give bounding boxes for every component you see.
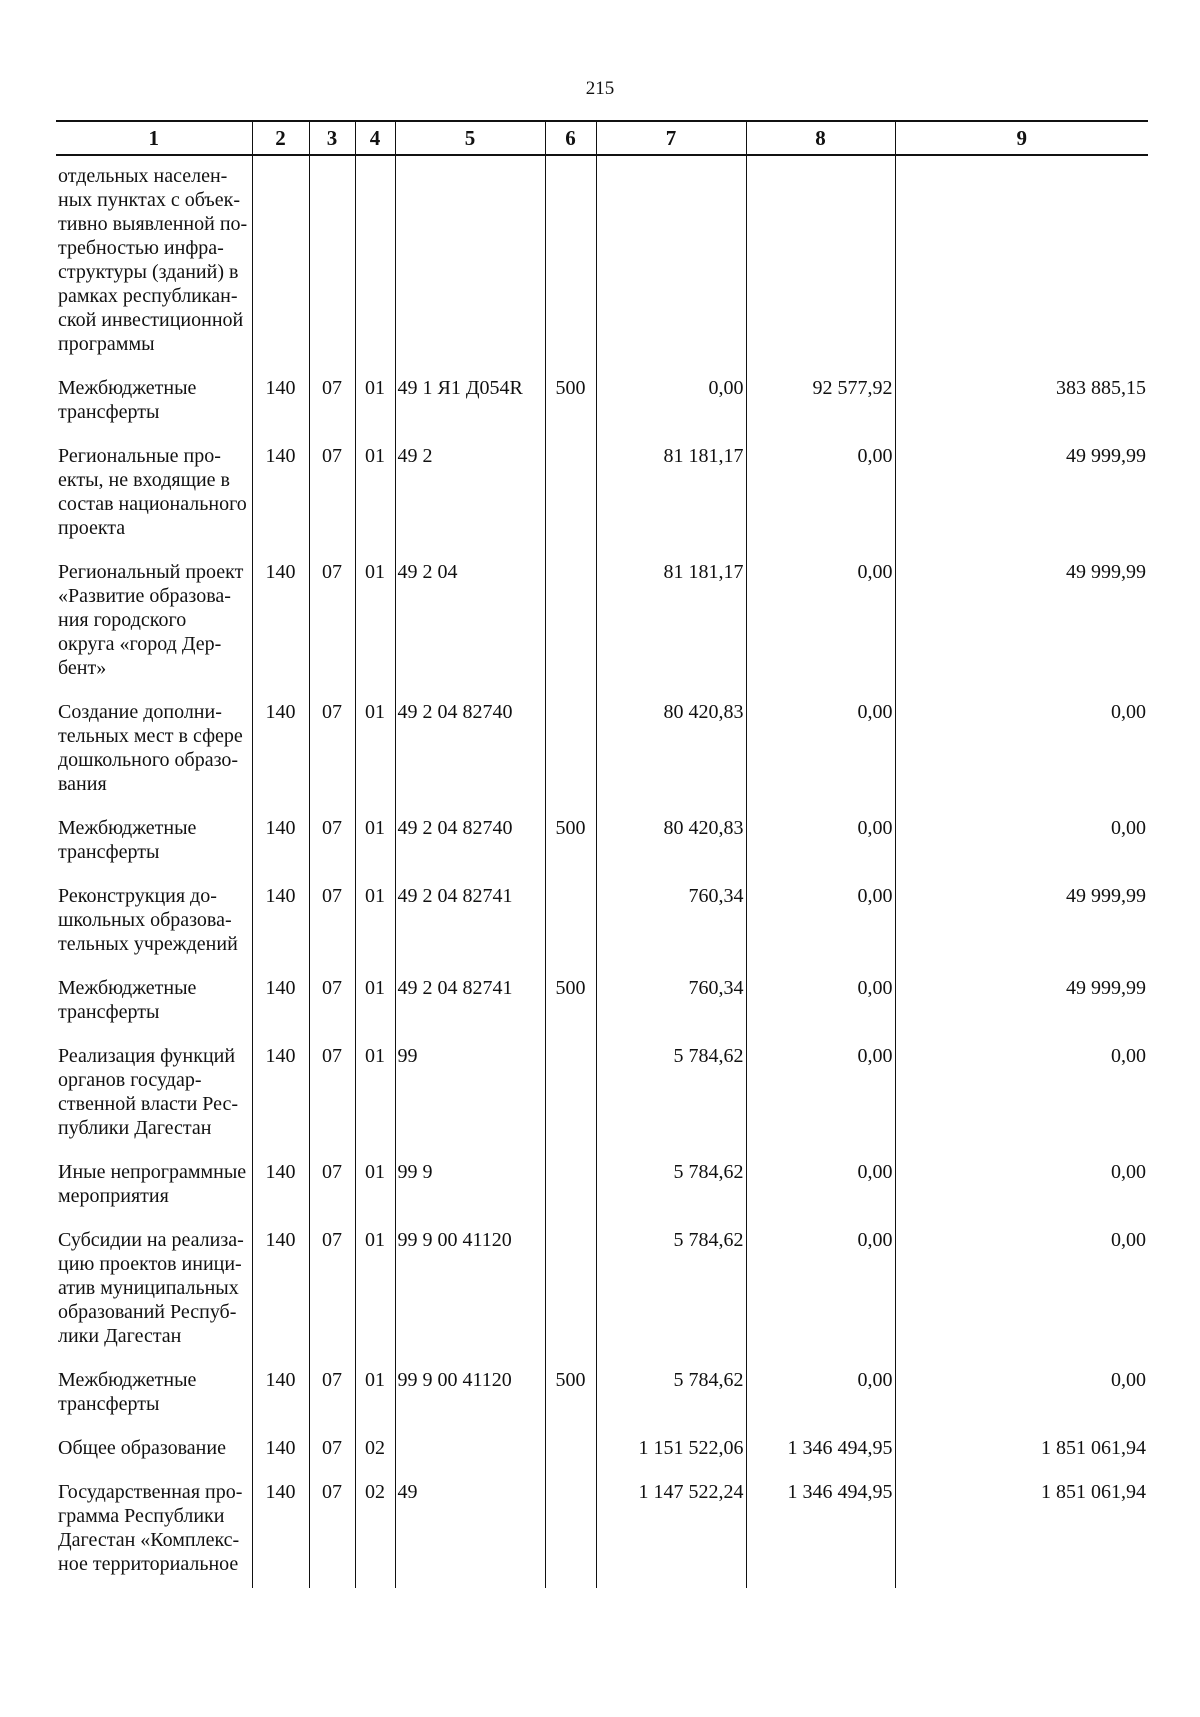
amount-7-cell: 80 420,83 bbox=[596, 700, 746, 816]
amount-7-cell: 1 147 522,24 bbox=[596, 1480, 746, 1588]
amount-7-cell: 760,34 bbox=[596, 884, 746, 976]
row-name-cell: Межбюджетные трансферты bbox=[58, 817, 197, 863]
expense-type-cell bbox=[545, 1228, 596, 1368]
code-4-cell: 02 bbox=[355, 1480, 395, 1588]
expense-type-cell: 500 bbox=[545, 376, 596, 444]
amount-9-cell bbox=[895, 155, 1148, 376]
target-article-cell: 49 2 04 82741 bbox=[395, 884, 545, 976]
column-header-5: 5 bbox=[395, 121, 545, 155]
code-4-cell bbox=[355, 155, 395, 376]
code-4-cell: 01 bbox=[355, 1160, 395, 1228]
table-row bbox=[56, 1160, 1148, 1228]
code-2-cell: 140 bbox=[252, 1228, 309, 1368]
target-article-cell: 99 9 00 41120 bbox=[395, 1228, 545, 1368]
row-name-cell: Общее образование bbox=[58, 1437, 226, 1459]
amount-9-cell: 0,00 bbox=[895, 1368, 1148, 1436]
row-name-cell: Межбюджетные трансферты bbox=[58, 1369, 197, 1415]
code-2-cell: 140 bbox=[252, 1160, 309, 1228]
code-4-cell: 01 bbox=[355, 1368, 395, 1436]
code-3-cell: 07 bbox=[309, 560, 355, 700]
row-name-cell: Межбюджетные трансферты bbox=[58, 977, 197, 1023]
target-article-cell: 49 2 04 bbox=[395, 560, 545, 700]
code-4-cell: 01 bbox=[355, 444, 395, 560]
target-article-cell: 49 1 Я1 Д054R bbox=[395, 376, 545, 444]
column-header-3: 3 bbox=[309, 121, 355, 155]
row-name-cell: Межбюджетные трансферты bbox=[58, 377, 197, 423]
code-4-cell: 01 bbox=[355, 700, 395, 816]
table-row bbox=[56, 700, 1148, 816]
column-header-7: 7 bbox=[596, 121, 746, 155]
amount-9-cell: 49 999,99 bbox=[895, 976, 1148, 1044]
table-row bbox=[56, 376, 1148, 444]
expense-type-cell bbox=[545, 1160, 596, 1228]
code-4-cell: 01 bbox=[355, 1044, 395, 1160]
amount-7-cell bbox=[596, 155, 746, 376]
table-row bbox=[56, 1044, 1148, 1160]
row-name-cell: Региональный проект «Развитие образова- ния городского округа «город Дер- бент» bbox=[58, 561, 244, 679]
table-row bbox=[56, 976, 1148, 1044]
expense-type-cell: 500 bbox=[545, 1368, 596, 1436]
expense-type-cell bbox=[545, 444, 596, 560]
amount-8-cell: 1 346 494,95 bbox=[746, 1436, 895, 1480]
expense-type-cell bbox=[545, 1436, 596, 1480]
amount-7-cell: 80 420,83 bbox=[596, 816, 746, 884]
amount-7-cell: 81 181,17 bbox=[596, 560, 746, 700]
table-row bbox=[56, 155, 1148, 376]
code-4-cell: 01 bbox=[355, 884, 395, 976]
column-header-2: 2 bbox=[252, 121, 309, 155]
table-header-row bbox=[56, 121, 1148, 155]
amount-8-cell bbox=[746, 155, 895, 376]
amount-7-cell: 0,00 bbox=[596, 376, 746, 444]
amount-7-cell: 760,34 bbox=[596, 976, 746, 1044]
amount-7-cell: 5 784,62 bbox=[596, 1044, 746, 1160]
code-3-cell bbox=[309, 155, 355, 376]
amount-9-cell: 0,00 bbox=[895, 700, 1148, 816]
amount-8-cell: 0,00 bbox=[746, 816, 895, 884]
code-2-cell: 140 bbox=[252, 1480, 309, 1588]
code-2-cell: 140 bbox=[252, 884, 309, 976]
column-header-8: 8 bbox=[746, 121, 895, 155]
table-row bbox=[56, 1228, 1148, 1368]
table-row bbox=[56, 1436, 1148, 1480]
code-2-cell: 140 bbox=[252, 700, 309, 816]
target-article-cell: 49 bbox=[395, 1480, 545, 1588]
target-article-cell bbox=[395, 155, 545, 376]
target-article-cell: 49 2 bbox=[395, 444, 545, 560]
table-row bbox=[56, 1368, 1148, 1436]
row-name-cell: Реконструкция до- школьных образова- тельных учреждений bbox=[58, 885, 238, 955]
column-header-6: 6 bbox=[545, 121, 596, 155]
amount-7-cell: 5 784,62 bbox=[596, 1368, 746, 1436]
table-row bbox=[56, 444, 1148, 560]
column-header-1: 1 bbox=[56, 121, 252, 155]
amount-9-cell: 1 851 061,94 bbox=[895, 1480, 1148, 1588]
code-3-cell: 07 bbox=[309, 884, 355, 976]
code-4-cell: 01 bbox=[355, 560, 395, 700]
code-3-cell: 07 bbox=[309, 976, 355, 1044]
table-body bbox=[56, 155, 1148, 1588]
code-3-cell: 07 bbox=[309, 1044, 355, 1160]
row-name-cell: Реализация функций органов государ- ственной власти Рес- публики Дагестан bbox=[58, 1045, 239, 1139]
amount-8-cell: 0,00 bbox=[746, 976, 895, 1044]
code-3-cell: 07 bbox=[309, 1228, 355, 1368]
code-4-cell: 01 bbox=[355, 976, 395, 1044]
target-article-cell: 99 9 00 41120 bbox=[395, 1368, 545, 1436]
code-2-cell: 140 bbox=[252, 1368, 309, 1436]
code-3-cell: 07 bbox=[309, 1160, 355, 1228]
code-3-cell: 07 bbox=[309, 1436, 355, 1480]
code-4-cell: 01 bbox=[355, 376, 395, 444]
expense-type-cell bbox=[545, 155, 596, 376]
amount-9-cell: 49 999,99 bbox=[895, 884, 1148, 976]
expense-type-cell bbox=[545, 560, 596, 700]
code-4-cell: 02 bbox=[355, 1436, 395, 1480]
expense-type-cell: 500 bbox=[545, 816, 596, 884]
amount-7-cell: 1 151 522,06 bbox=[596, 1436, 746, 1480]
code-2-cell bbox=[252, 155, 309, 376]
amount-8-cell: 92 577,92 bbox=[746, 376, 895, 444]
amount-7-cell: 5 784,62 bbox=[596, 1160, 746, 1228]
amount-8-cell: 0,00 bbox=[746, 1228, 895, 1368]
expense-type-cell bbox=[545, 700, 596, 816]
code-2-cell: 140 bbox=[252, 376, 309, 444]
amount-9-cell: 1 851 061,94 bbox=[895, 1436, 1148, 1480]
target-article-cell: 99 9 bbox=[395, 1160, 545, 1228]
code-3-cell: 07 bbox=[309, 444, 355, 560]
amount-8-cell: 0,00 bbox=[746, 560, 895, 700]
code-2-cell: 140 bbox=[252, 560, 309, 700]
target-article-cell bbox=[395, 1436, 545, 1480]
expense-type-cell bbox=[545, 884, 596, 976]
expense-type-cell bbox=[545, 1480, 596, 1588]
budget-table-container bbox=[56, 120, 1148, 1588]
expense-type-cell bbox=[545, 1044, 596, 1160]
amount-9-cell: 0,00 bbox=[895, 1228, 1148, 1368]
table-row bbox=[56, 1480, 1148, 1588]
code-3-cell: 07 bbox=[309, 700, 355, 816]
expense-type-cell: 500 bbox=[545, 976, 596, 1044]
code-2-cell: 140 bbox=[252, 976, 309, 1044]
page-number: 215 bbox=[585, 78, 615, 99]
row-name-cell: Субсидии на реализа- цию проектов иници- атив муниципальных образований Респуб- лики Дагестан bbox=[58, 1229, 244, 1347]
budget-table bbox=[56, 120, 1148, 1588]
amount-9-cell: 49 999,99 bbox=[895, 444, 1148, 560]
code-2-cell: 140 bbox=[252, 816, 309, 884]
code-3-cell: 07 bbox=[309, 1480, 355, 1588]
amount-9-cell: 0,00 bbox=[895, 1044, 1148, 1160]
amount-8-cell: 0,00 bbox=[746, 1368, 895, 1436]
row-name-cell: Государственная про- грамма Республики Дагестан «Комплекс- ное территориальное bbox=[58, 1481, 243, 1575]
table-row bbox=[56, 560, 1148, 700]
row-name-cell: Региональные про- екты, не входящие в состав национального проекта bbox=[58, 445, 247, 539]
code-4-cell: 01 bbox=[355, 816, 395, 884]
code-3-cell: 07 bbox=[309, 1368, 355, 1436]
code-3-cell: 07 bbox=[309, 816, 355, 884]
amount-8-cell: 1 346 494,95 bbox=[746, 1480, 895, 1588]
code-3-cell: 07 bbox=[309, 376, 355, 444]
target-article-cell: 49 2 04 82741 bbox=[395, 976, 545, 1044]
table-row bbox=[56, 816, 1148, 884]
amount-8-cell: 0,00 bbox=[746, 1044, 895, 1160]
target-article-cell: 49 2 04 82740 bbox=[395, 700, 545, 816]
target-article-cell: 99 bbox=[395, 1044, 545, 1160]
amount-9-cell: 49 999,99 bbox=[895, 560, 1148, 700]
amount-9-cell: 0,00 bbox=[895, 1160, 1148, 1228]
row-name-cell: Создание дополни- тельных мест в сфере дошкольного образо- вания bbox=[58, 701, 243, 795]
column-header-9: 9 bbox=[895, 121, 1148, 155]
amount-8-cell: 0,00 bbox=[746, 700, 895, 816]
column-header-4: 4 bbox=[355, 121, 395, 155]
amount-9-cell: 0,00 bbox=[895, 816, 1148, 884]
amount-7-cell: 81 181,17 bbox=[596, 444, 746, 560]
row-name-cell: отдельных населен- ных пунктах с объек- тивно выявленной по- требностью инфра- структуры (зданий) в рамках республикан- ской инвестиционной программы bbox=[58, 165, 248, 355]
amount-8-cell: 0,00 bbox=[746, 884, 895, 976]
code-2-cell: 140 bbox=[252, 444, 309, 560]
code-2-cell: 140 bbox=[252, 1044, 309, 1160]
amount-9-cell: 383 885,15 bbox=[895, 376, 1148, 444]
amount-7-cell: 5 784,62 bbox=[596, 1228, 746, 1368]
amount-8-cell: 0,00 bbox=[746, 1160, 895, 1228]
code-4-cell: 01 bbox=[355, 1228, 395, 1368]
row-name-cell: Иные непрограммные мероприятия bbox=[58, 1161, 247, 1207]
target-article-cell: 49 2 04 82740 bbox=[395, 816, 545, 884]
amount-8-cell: 0,00 bbox=[746, 444, 895, 560]
code-2-cell: 140 bbox=[252, 1436, 309, 1480]
table-row bbox=[56, 884, 1148, 976]
